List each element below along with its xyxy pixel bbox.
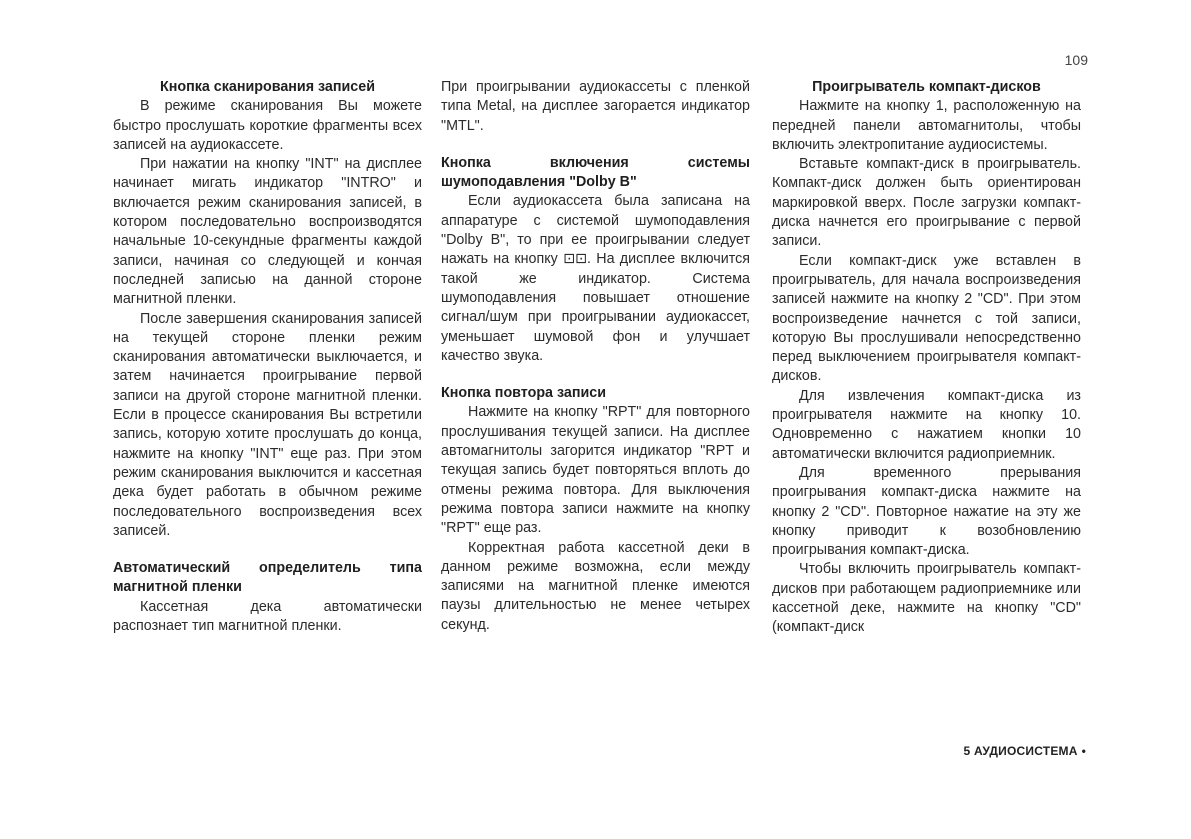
- column-3: [772, 78, 1081, 638]
- column-1: [113, 78, 422, 636]
- paragraph: Чтобы включить проигрыватель компакт-дисков при работающем радиоприемнике или кассетной деке, нажмите на кнопку "CD" (компакт-диск: [772, 561, 1081, 636]
- section-heading-dolby: Кнопка включения системы шумоподавления "Dolby B": [441, 154, 750, 191]
- paragraph: При нажатии на кнопку "INT" на дисплее начинает мигать индикатор "INTRO" и включается режим сканирования записей, в котором последовательно воспроизводятся начальные 10-секундные фрагменты каждой записи, начиная со следующей и кончая последней записью на данной стороне магнитной пленки.: [113, 156, 422, 308]
- column-2: [441, 78, 750, 635]
- paragraph: Нажмите на кнопку "RPT" для повторного прослушивания текущей записи. На дисплее автомагнитолы загорится индикатор "RPT и текущая запись будет повторяться вплоть до отмены режима повтора. Для выключения режима повтора записи нажмите на кнопку "RPT" еще раз.: [441, 404, 750, 537]
- footer-section-title: 5 АУДИОСИСТЕМА: [963, 744, 1078, 758]
- footer-mark: •: [1081, 744, 1086, 758]
- paragraph: Если аудиокассета была записана на аппаратуре с системой шумоподавления "Dolby B", то при ее проигрывании следует нажать на кнопку ⊡⊡. На дисплее включится такой же индикатор. Система шумоподавления повышает отношение сигнал/шум при проигрывании аудиокассет, уменьшает шумовой фон и улучшает качество звука.: [441, 193, 750, 364]
- paragraph: Вставьте компакт-диск в проигрыватель. Компакт-диск должен быть ориентирован маркировкой вверх. После загрузки компакт-диска начнется его проигрывание с первой записи.: [772, 156, 1081, 250]
- section-heading-tape-type: Автоматический определитель типа магнитной пленки: [113, 560, 422, 596]
- paragraph: Корректная работа кассетной деки в данном режиме возможна, если между записями на магнитной пленке имеются паузы длительностью не менее четырех секунд.: [441, 539, 750, 633]
- section-heading-repeat: Кнопка повтора записи: [441, 385, 607, 402]
- section-heading-scan: Кнопка сканирования записей: [159, 79, 376, 95]
- paragraph: В режиме сканирования Вы можете быстро прослушать короткие фрагменты всех записей на аудиокассете.: [113, 98, 422, 153]
- paragraph: Для извлечения компакт-диска из проигрывателя нажмите на кнопку 10. Одновременно с нажатием кнопки 10 автоматически включится радиоприемник.: [772, 387, 1081, 462]
- page-number: 109: [1064, 52, 1088, 68]
- paragraph: После завершения сканирования записей на текущей стороне пленки режим сканирования автоматически выключается, и затем начинается проигрывание первой записи на другой стороне магнитной пленки. Если в процессе сканирования Вы встретили запись, которую хотите прослушать до конца, нажмите на кнопку "INT" еще раз. При этом режим сканирования выключится и кассетная дека будет работать в обычном режиме последовательного воспроизведения всех записей.: [113, 310, 422, 539]
- paragraph: Для временного прерывания проигрывания компакт-диска нажмите на кнопку 2 "CD". Повторное нажатие на эту же кнопку приводит к возобновлению проигрывания компакт-диска.: [772, 464, 1081, 559]
- paragraph: При проигрывании аудиокассеты с пленкой типа Metal, на дисплее загорается индикатор "MTL".: [441, 79, 750, 134]
- paragraph: Нажмите на кнопку 1, расположенную на передней панели автомагнитолы, чтобы включить электропитание аудиосистемы.: [772, 98, 1081, 153]
- paragraph: Если компакт-диск уже вставлен в проигрыватель, для начала воспроизведения записей нажмите на кнопку 2 "CD". При этом воспроизведение начнется с той записи, которую Вы прослушивали непосредственно перед выключением проигрывателя компакт-дисков.: [772, 252, 1081, 385]
- footer-section-label: [964, 744, 1086, 758]
- paragraph: Кассетная дека автоматически распознает тип магнитной пленки.: [113, 598, 422, 635]
- section-heading-cd-player: Проигрыватель компакт-дисков: [812, 79, 1041, 95]
